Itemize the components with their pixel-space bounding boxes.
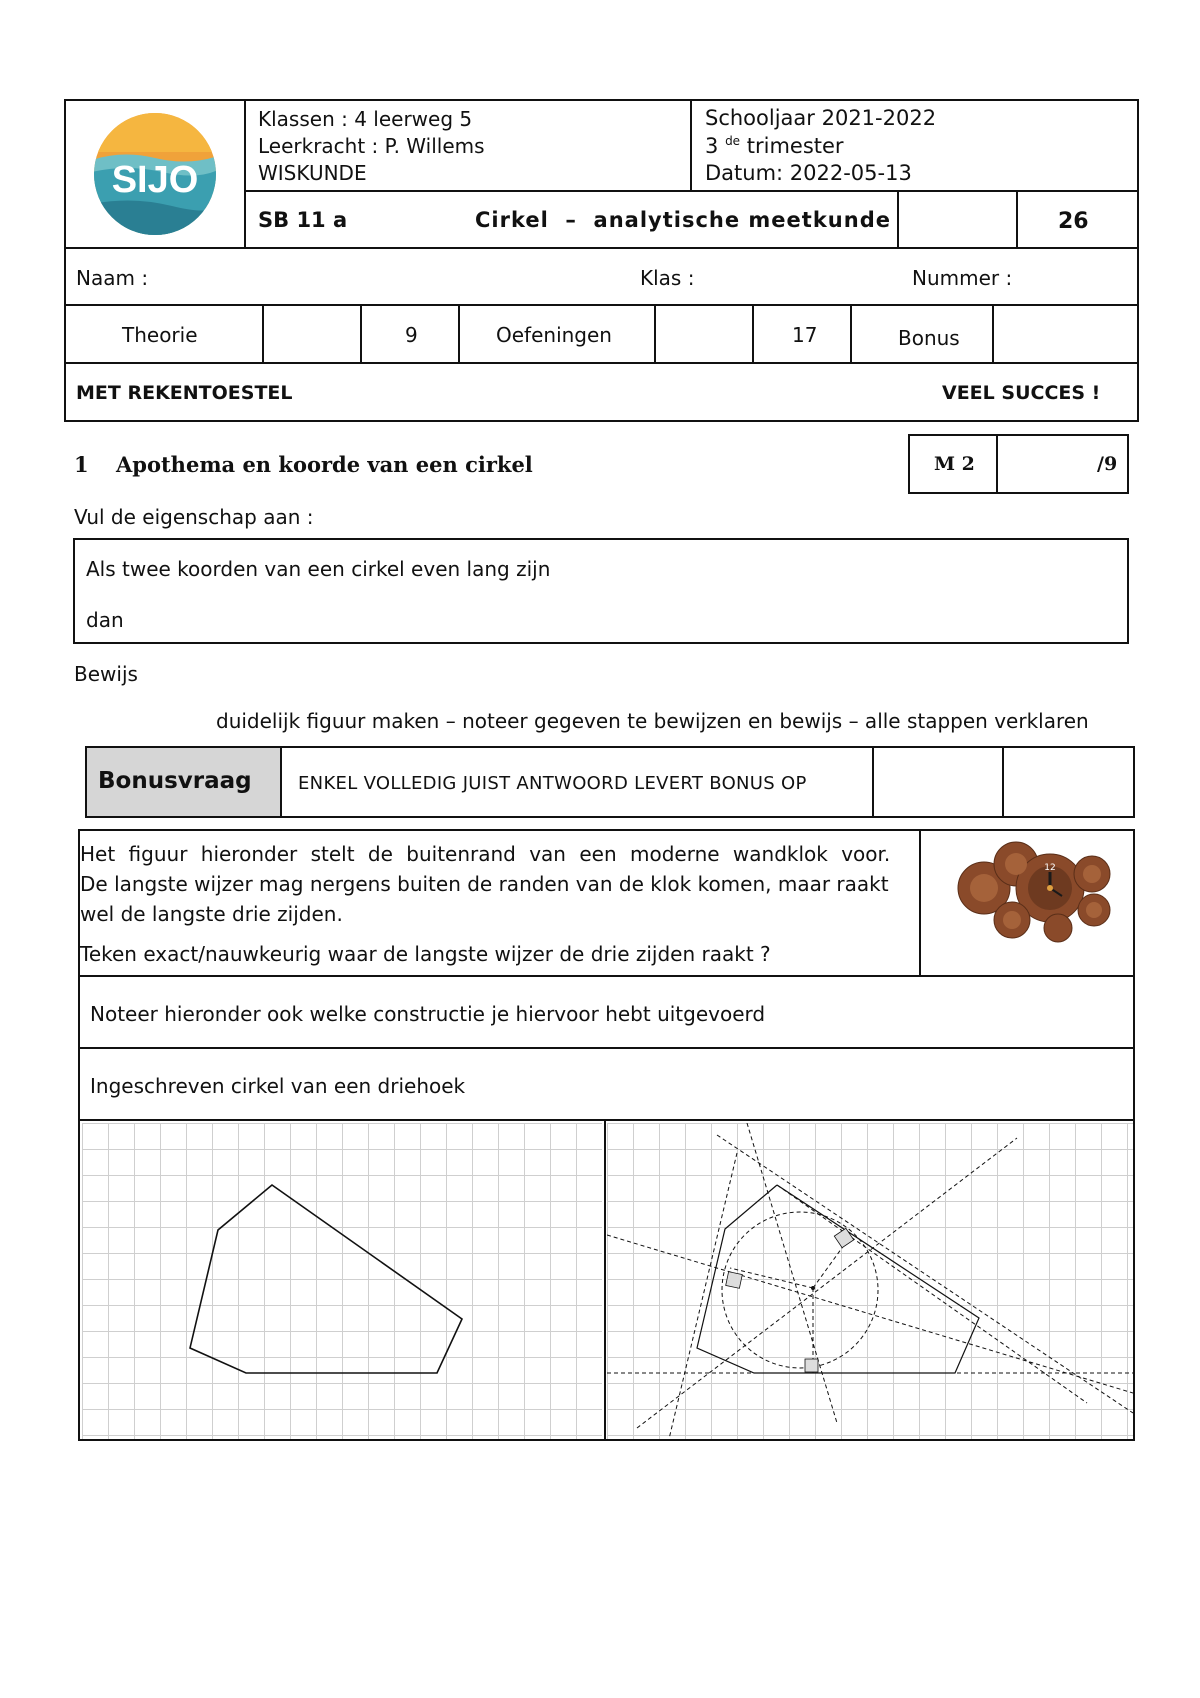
leerkracht-text: Leerkracht : P. Willems bbox=[258, 134, 485, 158]
trimester-text bbox=[705, 134, 844, 158]
bonus-divider bbox=[1002, 746, 1004, 818]
schooljaar-text: Schooljaar 2021-2022 bbox=[705, 106, 937, 130]
property-box bbox=[73, 538, 1129, 644]
naam-label: Naam : bbox=[76, 266, 149, 290]
header-divider bbox=[690, 99, 692, 191]
bonus-question: Teken exact/nauwkeurig waar de langste wijzer de drie zijden raakt ? bbox=[80, 942, 771, 966]
total-score: 26 bbox=[1058, 209, 1089, 234]
good-luck-note: VEEL SUCCES ! bbox=[942, 382, 1101, 404]
header-divider bbox=[64, 362, 1139, 364]
calculator-note: MET REKENTOESTEL bbox=[76, 382, 293, 404]
score-divider bbox=[752, 304, 754, 363]
test-code: SB 11 a bbox=[258, 208, 348, 232]
oefeningen-label: Oefeningen bbox=[496, 323, 612, 347]
right-angle-marker bbox=[726, 1272, 743, 1289]
bonus-title: Bonusvraag bbox=[98, 768, 252, 794]
property-then: dan bbox=[86, 608, 124, 632]
clock-outline-shape bbox=[190, 1185, 462, 1373]
clock-number: 12 bbox=[1044, 863, 1056, 873]
bonus-answer: Ingeschreven cirkel van een driehoek bbox=[90, 1074, 466, 1098]
score-divider bbox=[262, 304, 264, 363]
radius-line bbox=[730, 1268, 813, 1288]
header-divider bbox=[1016, 190, 1018, 248]
header-divider bbox=[64, 247, 1139, 249]
question1-instruction: Vul de eigenschap aan : bbox=[74, 505, 314, 529]
klas-label: Klas : bbox=[640, 266, 695, 290]
question1-number: 1 bbox=[74, 452, 89, 477]
header-divider bbox=[64, 304, 1139, 306]
trimester-number: 3 bbox=[705, 134, 719, 158]
bonus-divider bbox=[280, 746, 282, 818]
score-divider bbox=[850, 304, 852, 363]
bonus-text-line3: wel de langste drie zijden. bbox=[80, 902, 343, 926]
bonus-instruction: Noteer hieronder ook welke constructie je hiervoor hebt uitgevoerd bbox=[90, 1002, 766, 1026]
bonus-text-line1: Het figuur hieronder stelt de buitenrand van een moderne wandklok voor. bbox=[80, 842, 891, 866]
trimester-superscript: de bbox=[725, 134, 741, 148]
klassen-text: Klassen : 4 leerweg 5 bbox=[258, 107, 473, 131]
header-divider bbox=[244, 99, 246, 248]
score-box-divider bbox=[996, 434, 998, 494]
test-title: Cirkel – analytische meetkunde bbox=[475, 208, 891, 232]
property-if: Als twee koorden van een cirkel even lang zijn bbox=[86, 557, 551, 581]
extended-side bbox=[747, 1123, 837, 1423]
drawing-divider bbox=[604, 1119, 606, 1441]
header-divider bbox=[897, 190, 899, 248]
score-divider bbox=[360, 304, 362, 363]
score-divider bbox=[654, 304, 656, 363]
empty-shape-grid bbox=[82, 1123, 602, 1439]
header-block bbox=[64, 99, 1139, 422]
theorie-max: 9 bbox=[405, 323, 418, 347]
angle-bisector bbox=[637, 1138, 1017, 1428]
trimester-word: trimester bbox=[746, 134, 844, 158]
question1-code: M 2 bbox=[934, 453, 975, 475]
bonus-divider bbox=[872, 746, 874, 818]
bonus-text-line2: De langste wijzer mag nergens buiten de randen van de klok komen, maar raakt bbox=[80, 872, 889, 896]
extended-side bbox=[777, 1185, 1087, 1403]
incenter-point bbox=[811, 1286, 815, 1290]
bonus-label: Bonus bbox=[898, 326, 960, 350]
question1-title: Apothema en koorde van een cirkel bbox=[116, 452, 533, 477]
bonus-image-divider bbox=[919, 829, 921, 977]
logo-text: SIJO bbox=[111, 159, 199, 201]
oefeningen-max: 17 bbox=[792, 323, 818, 347]
datum-text: Datum: 2022-05-13 bbox=[705, 161, 912, 185]
score-divider bbox=[992, 304, 994, 363]
angle-bisector bbox=[607, 1235, 1133, 1393]
header-divider bbox=[244, 190, 1137, 192]
proof-label: Bewijs bbox=[74, 662, 138, 686]
construction-grid bbox=[607, 1123, 1133, 1439]
angle-bisector bbox=[717, 1135, 1133, 1413]
vak-text: WISKUNDE bbox=[258, 161, 367, 185]
bonus-note: ENKEL VOLLEDIG JUIST ANTWOORD LEVERT BONUS OP bbox=[298, 773, 807, 794]
proof-hint: duidelijk figuur maken – noteer gegeven te bewijzen en bewijs – alle stappen verklaren bbox=[216, 709, 1089, 733]
question1-score: /9 bbox=[1097, 453, 1118, 475]
score-divider bbox=[458, 304, 460, 363]
theorie-label: Theorie bbox=[122, 323, 198, 347]
nummer-label: Nummer : bbox=[912, 266, 1013, 290]
right-angle-marker bbox=[805, 1359, 818, 1372]
school-logo bbox=[92, 112, 218, 236]
gear-clock-image bbox=[954, 836, 1114, 946]
